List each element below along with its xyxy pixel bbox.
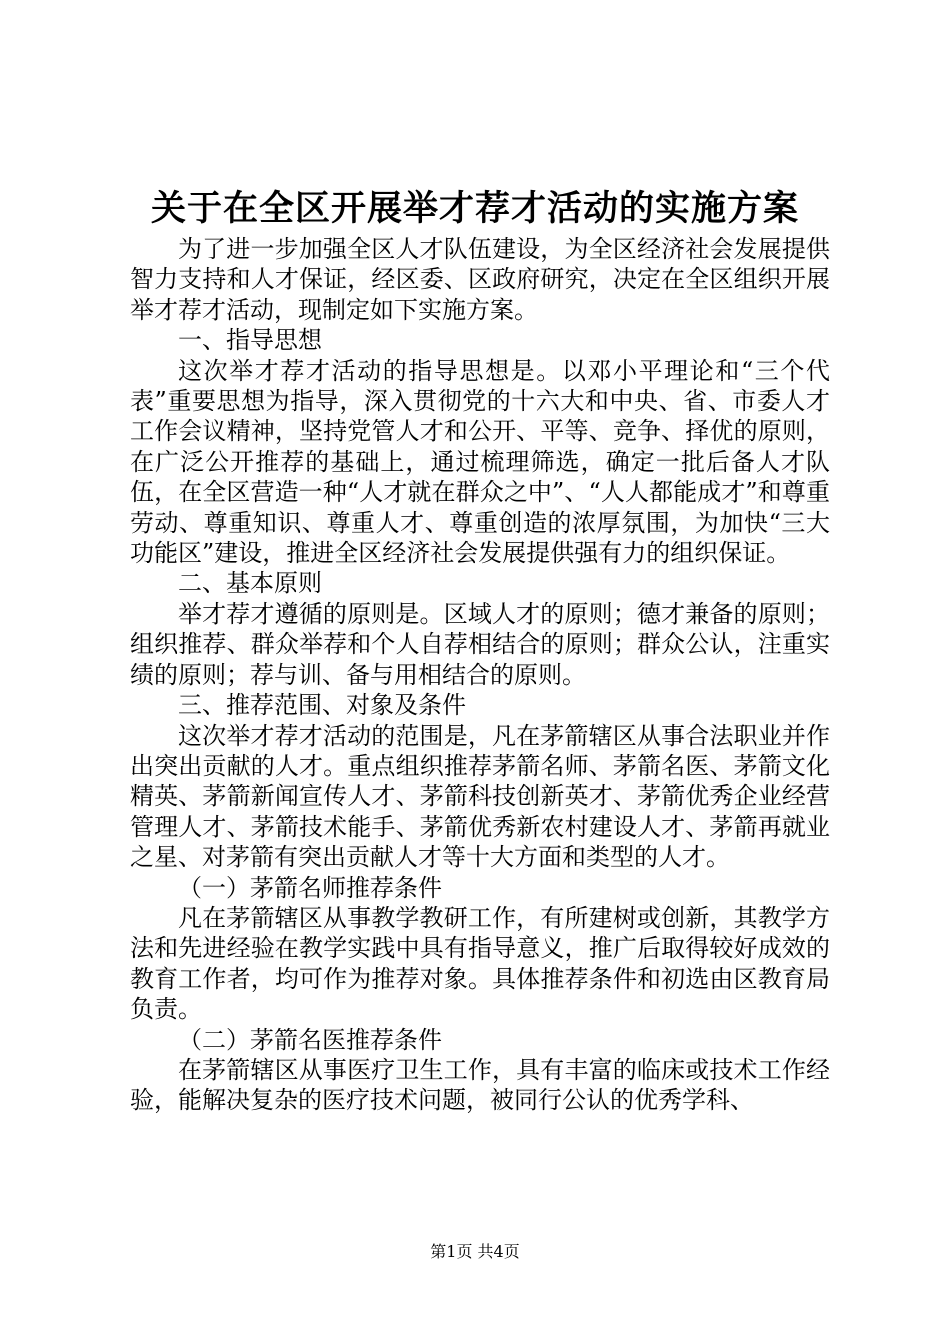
- section-heading-guiding-thought: 一、指导思想: [178, 326, 322, 355]
- section-heading-scope: 三、推荐范围、对象及条件: [178, 691, 466, 720]
- document-title: 关于在全区开展举才荐才活动的实施方案: [150, 188, 799, 229]
- document-body: [130, 234, 830, 1116]
- doctors-paragraph: 在茅箭辖区从事医疗卫生工作，具有丰富的临床或技术工作经验，能解决复杂的医疗技术问题，被同行公认的优秀学科、: [130, 1055, 830, 1115]
- scope-paragraph: 这次举才荐才活动的范围是，凡在茅箭辖区从事合法职业并作出突出贡献的人才。重点组织推荐茅箭名师、茅箭名医、茅箭文化精英、茅箭新闻宣传人才、茅箭科技创新英才、茅箭优秀企业经营管理人才、茅箭技术能手、茅箭优秀新农村建设人才、茅箭再就业之星、对茅箭有突出贡献人才等十大方面和类型的人才。: [130, 721, 830, 872]
- subsection-heading-doctors: （二）茅箭名医推荐条件: [178, 1025, 442, 1054]
- teachers-paragraph: 凡在茅箭辖区从事教学教研工作，有所建树或创新，其教学方法和先进经验在教学实践中具有指导意义，推广后取得较好成效的教育工作者，均可作为推荐对象。具体推荐条件和初选由区教育局负责。: [130, 903, 830, 1024]
- guiding-thought-paragraph: 这次举才荐才活动的指导思想是。以邓小平理论和“三个代表”重要思想为指导，深入贯彻党的十六大和中央、省、市委人才工作会议精神，坚持党管人才和公开、平等、竞争、择优的原则，在广泛公开推荐的基础上，通过梳理筛选，确定一批后备人才队伍，在全区营造一种“人才就在群众之中”、“人人都能成才”和尊重劳动、尊重知识、尊重人才、尊重创造的浓厚氛围，为加快“三大功能区”建设，推进全区经济社会发展提供强有力的组织保证。: [130, 356, 830, 568]
- section-heading-basic-principles: 二、基本原则: [178, 569, 322, 598]
- page-footer: 第1页 共4页: [430, 1242, 520, 1261]
- basic-principles-paragraph: 举才荐才遵循的原则是。区域人才的原则；德才兼备的原则；组织推荐、群众举荐和个人自荐相结合的原则；群众公认，注重实绩的原则；荐与训、备与用相结合的原则。: [130, 599, 830, 689]
- subsection-heading-teachers: （一）茅箭名师推荐条件: [178, 873, 442, 902]
- intro-paragraph: 为了进一步加强全区人才队伍建设，为全区经济社会发展提供智力支持和人才保证，经区委、区政府研究，决定在全区组织开展举才荐才活动，现制定如下实施方案。: [130, 235, 830, 324]
